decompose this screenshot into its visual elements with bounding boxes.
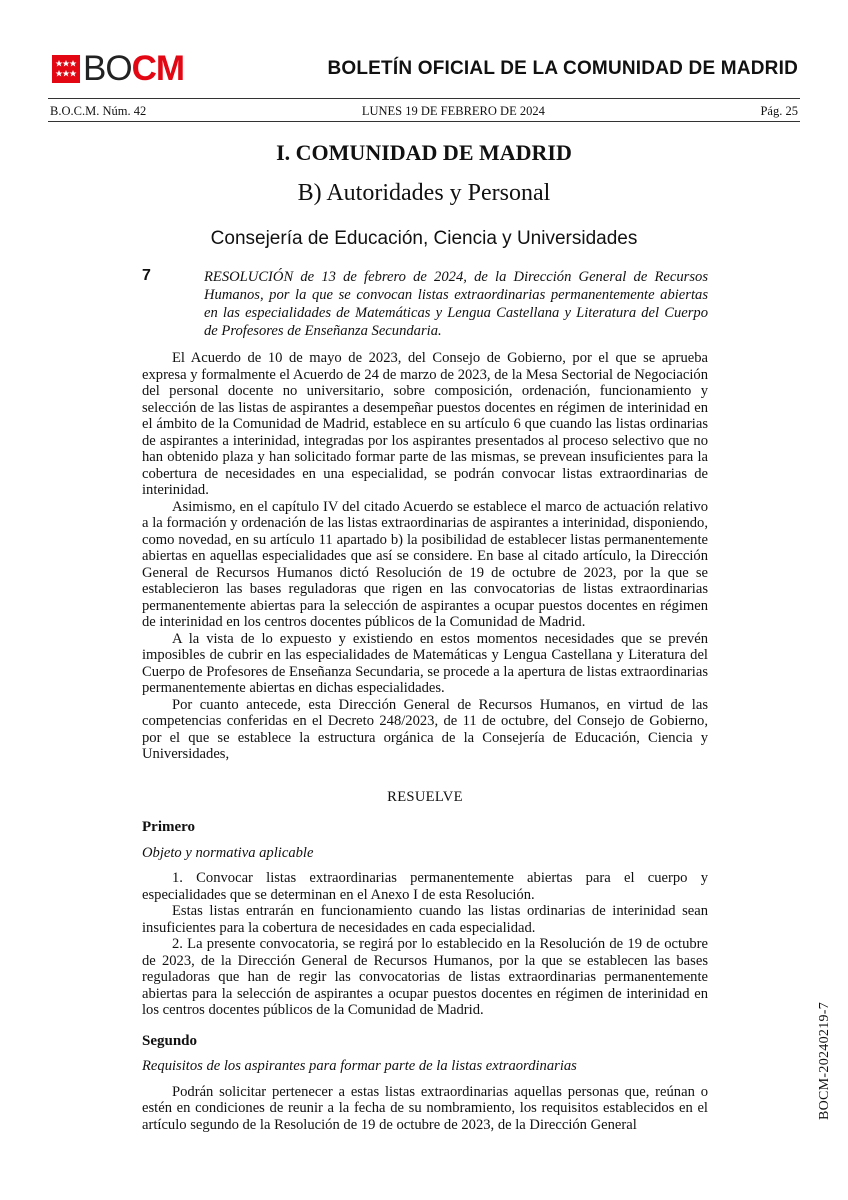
resuelve-heading: RESUELVE	[387, 788, 463, 805]
issue-date: LUNES 19 DE FEBRERO DE 2024	[361, 103, 545, 118]
resolution-title: RESOLUCIÓN de 13 de febrero de 2024, de la Dirección General de Recursos Humanos, por la que se convocan listas extraordinarias permanentemente abiertas en las especialidades de Matemáticas y Lengua Castellana y Literatura del Cuerpo de Profesores de Enseñanza Secundaria.	[204, 269, 708, 339]
body-paragraph: Estas listas entrarán en funcionamiento cuando las listas ordinarias de interinidad sean insuficientes para la cobertura de necesidades en cada especialidad.	[142, 903, 708, 936]
body-paragraph: Podrán solicitar pertenecer a estas listas extraordinarias aquellas personas que, reúnan o estén en condiciones de reunir a la fecha de su nombramiento, los requisitos establecidos en el artículo segundo de la Resolución de 19 de octubre de 2023, de la Dirección General	[142, 1083, 708, 1133]
header-rule-bottom	[48, 121, 800, 122]
entry-number: 7	[142, 267, 151, 284]
masthead-title: BOLETÍN OFICIAL DE LA COMUNIDAD DE MADRID	[327, 58, 798, 79]
logo-wordmark: BOCM	[83, 49, 185, 88]
body-paragraph: A la vista de lo expuesto y existiendo en estos momentos necesidades que se prevén imposibles de cubrir en las especialidades de Matemáticas y Lengua Castellana y Literatura del Cuerpo de Profesores de Enseñanza Secundaria, se procede a la apertura de listas extraordinarias permanentemente abiertas en dichas especialidades.	[142, 630, 708, 696]
body-paragraph: Por cuanto antecede, esta Dirección General de Recursos Humanos, en virtud de las competencias conferidas en el Decreto 248/2023, de 11 de octubre, del Consejo de Gobierno, por el que se establece la estructura orgánica de la Consejería de Educación, Ciencia y Universidades,	[142, 696, 708, 762]
body-paragraph: El Acuerdo de 10 de mayo de 2023, del Consejo de Gobierno, por el que se aprueba expresa y formalmente el Acuerdo de 24 de marzo de 2023, de la Mesa Sectorial de Negociación del personal docente no universitario, sobre composición, ordenación, funcionamiento y selección de las listas de aspirantes a desempeñar puestos docentes en régimen de interinidad en el ámbito de la Comunidad de Madrid, establece en su artículo 6 que cuando las listas ordinarias de aspirantes a interinidad, integradas por los aspirantes presentados al proceso selectivo que no han obtenido plaza y han solicitado formar parte de las mismas, se prevean insuficientes para la cobertura de necesidades en una especialidad, se podrán convocar listas extraordinarias de interinidad.	[142, 350, 708, 498]
bocm-logo	[52, 49, 185, 88]
issue-number: B.O.C.M. Núm. 42	[50, 103, 147, 118]
header-rule-top	[48, 98, 800, 99]
article-subheading: Requisitos de los aspirantes para formar parte de la listas extraordinarias	[142, 1058, 577, 1074]
body-paragraph: 1. Convocar listas extraordinarias permanentemente abiertas para el cuerpo y especialidades que se determinan en el Anexo I de esta Resolución.	[142, 870, 708, 903]
subsection-title: B) Autoridades y Personal	[297, 180, 551, 206]
body-paragraph: Asimismo, en el capítulo IV del citado Acuerdo se establece el marco de actuación relativo a la formación y ordenación de las listas extraordinarias de aspirantes a interinidad, disponiendo, como novedad, en su artículo 11 apartado b) la posibilidad de establecer listas permanentemente abiertas en aquellas especialidades que así se considere. En base al citado artículo, la Dirección General de Recursos Humanos dictó Resolución de 19 de octubre de 2023, por la que se establecieron las bases reguladoras que rigen en las convocatorias de listas extraordinarias permanentemente abiertas para la selección de aspirantes a ocupar puestos docentes en régimen de interinidad en los centros docentes públicos de la Comunidad de Madrid.	[142, 498, 708, 630]
body-paragraph: 2. La presente convocatoria, se regirá por lo establecido en la Resolución de 19 de octubre de 2023, de la Dirección General de Recursos Humanos, por la que se establecen las bases reguladoras que han de regir las convocatorias de listas extraordinarias permanentemente abiertas para la selección de aspirantes a ocupar puestos docentes en régimen de interinidad en los centros docentes públicos de la Comunidad de Madrid.	[142, 936, 708, 1018]
article-heading-segundo: Segundo	[142, 1032, 198, 1049]
article-heading-primero: Primero	[142, 819, 196, 835]
article-subheading: Objeto y normativa aplicable	[142, 844, 314, 861]
section-title: I. COMUNIDAD DE MADRID	[276, 140, 572, 165]
department-title: Consejería de Educación, Ciencia y Universidades	[210, 228, 638, 249]
running-header	[50, 102, 798, 120]
document-body	[142, 350, 708, 1133]
madrid-stars-icon	[52, 55, 80, 83]
page-number: Pág. 25	[760, 103, 798, 118]
document-side-id: BOCM-20240219-7	[817, 1001, 832, 1120]
